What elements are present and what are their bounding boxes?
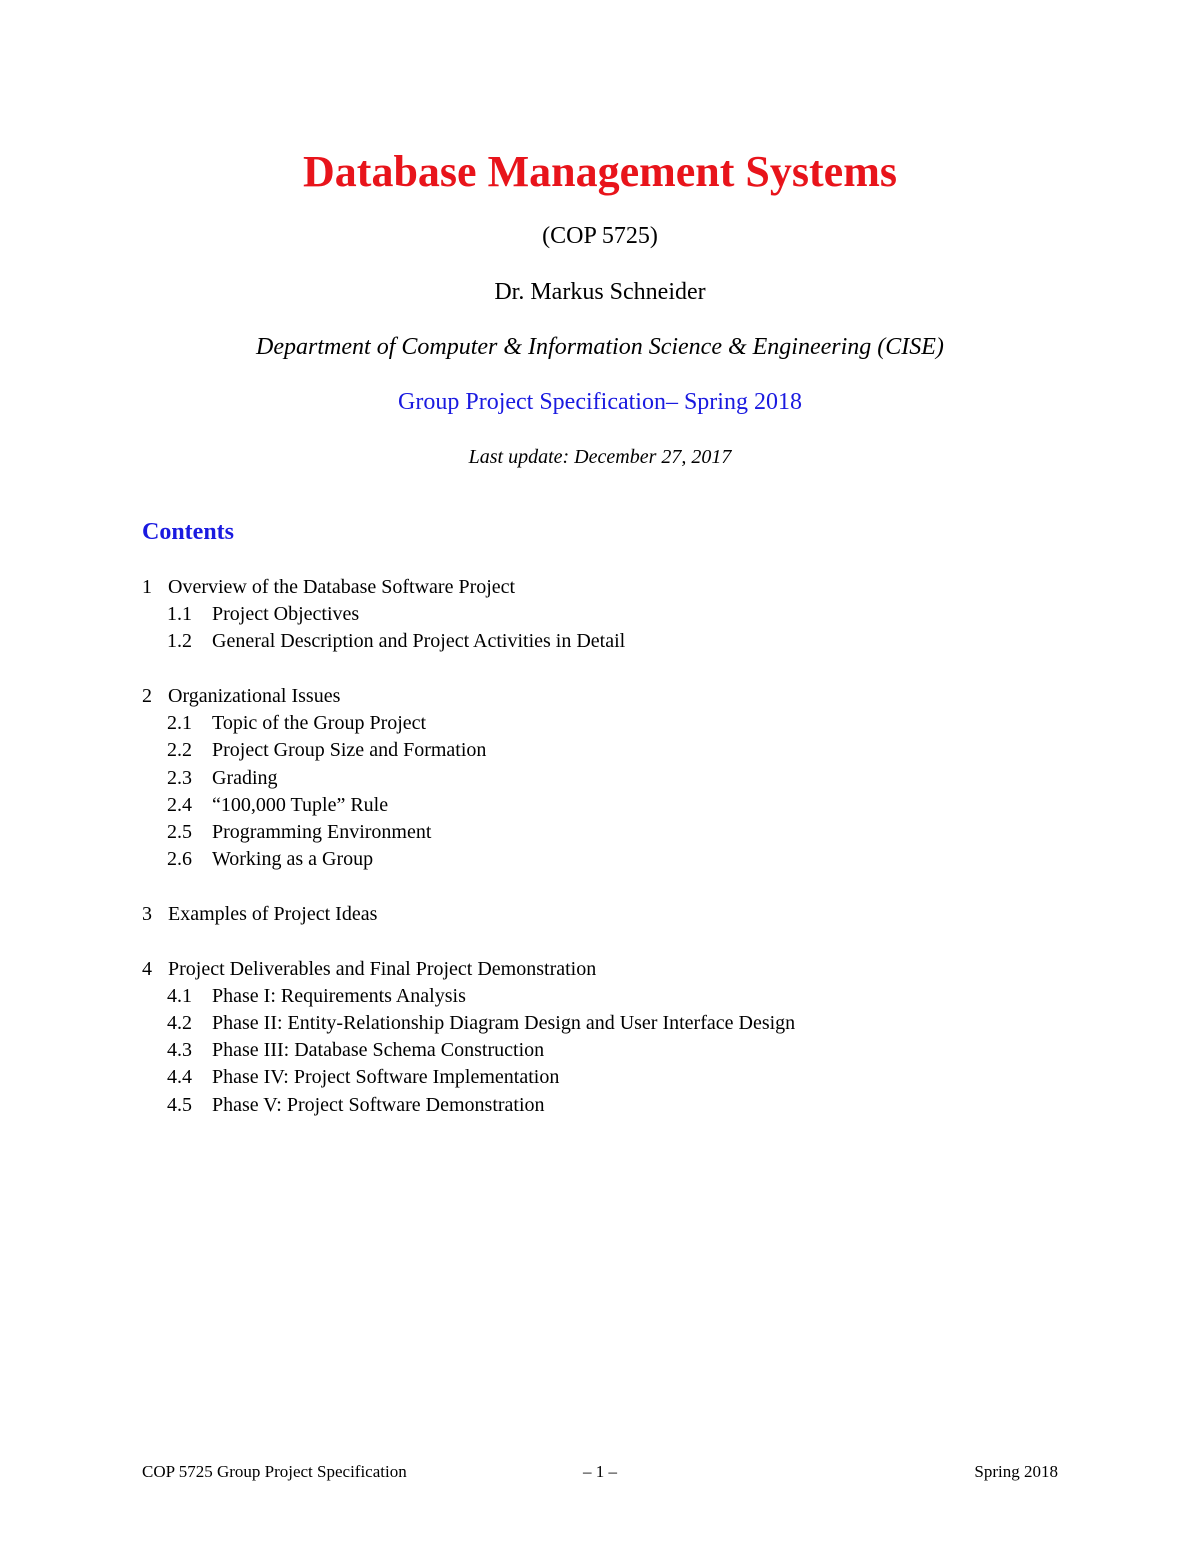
footer-page-number: – 1 – [583,1462,617,1481]
footer-left: COP 5725 Group Project Specification [142,1462,407,1481]
toc-section [142,901,1122,928]
toc-subentry-label: Topic of the Group Project [212,712,427,735]
toc-subentry-label: Phase I: Requirements Analysis [212,984,466,1007]
toc-subentry-number: 2.3 [167,766,192,789]
page-title: Database Management Systems [303,147,897,196]
toc-subentry [142,1092,1122,1119]
footer-right: Spring 2018 [974,1462,1058,1481]
toc-subentry-label: “100,000 Tuple” Rule [212,793,389,816]
toc-subentry-number: 4.3 [167,1039,192,1062]
toc-subentry-number: 2.5 [167,821,192,843]
course-code: (COP 5725) [542,223,658,249]
toc-subentry [142,765,1122,792]
toc-subentry-number: 4.2 [167,1011,192,1034]
spec-subtitle: Group Project Specification– Spring 2018 [398,389,802,415]
toc-subentry-label: General Description and Project Activities in Detail [212,630,626,653]
toc-subentry [142,1010,1122,1037]
toc-subentry [142,601,1122,628]
toc-entry-label: Project Deliverables and Final Project Demonstration [168,957,597,980]
toc-subentry [142,710,1122,737]
toc-subentry-number: 4.1 [167,984,192,1007]
toc-subentry-number: 1.2 [167,630,192,653]
author-name: Dr. Markus Schneider [494,279,706,305]
toc-subentry-label: Phase II: Entity-Relationship Diagram Design and User Interface Design [212,1011,796,1034]
toc-subentry-number: 2.4 [167,793,192,816]
toc-subentry-number: 2.1 [167,712,192,735]
toc-entry [142,901,1122,928]
toc-entry-number: 2 [142,685,152,708]
last-update: Last update: December 27, 2017 [468,446,732,468]
toc-entry-label: Organizational Issues [168,685,341,708]
toc-subentry [142,819,1122,846]
toc-subentry [142,628,1122,655]
contents-heading: Contents [142,519,235,545]
toc-subentry-label: Project Objectives [212,603,360,626]
toc-subentry-label: Working as a Group [212,848,374,871]
toc-subentry-label: Phase IV: Project Software Implementation [212,1066,560,1089]
toc-subentry-number: 4.4 [167,1066,192,1089]
toc-subentry [142,983,1122,1010]
toc-subentry [142,792,1122,819]
toc-subentry [142,1037,1122,1064]
toc-subentry-label: Phase III: Database Schema Construction [212,1039,545,1062]
toc-subentry [142,846,1122,873]
toc-subentry-number: 2.2 [167,739,192,762]
toc-entry-label: Overview of the Database Software Project [168,576,516,598]
toc-subentry-label: Grading [212,766,278,789]
toc-subentry-number: 1.1 [167,603,192,626]
table-of-contents [142,574,1122,1146]
department-name: Department of Computer & Information Science & Engineering (CISE) [256,334,944,360]
toc-entry [142,574,1122,601]
toc-subentry-number: 4.5 [167,1093,192,1116]
toc-section [142,956,1122,1119]
toc-entry-number: 4 [142,957,152,980]
toc-entry [142,683,1122,710]
toc-entry-number: 3 [142,902,152,925]
toc-subentry-label: Programming Environment [212,821,432,843]
toc-subentry-label: Phase V: Project Software Demonstration [212,1093,545,1116]
toc-subentry-number: 2.6 [167,848,192,871]
toc-section [142,683,1122,873]
toc-subentry [142,1064,1122,1091]
toc-section [142,574,1122,656]
toc-subentry-label: Project Group Size and Formation [212,739,487,762]
toc-entry-label: Examples of Project Ideas [168,902,378,925]
toc-subentry [142,737,1122,764]
toc-entry-number: 1 [142,576,152,598]
toc-entry [142,956,1122,983]
